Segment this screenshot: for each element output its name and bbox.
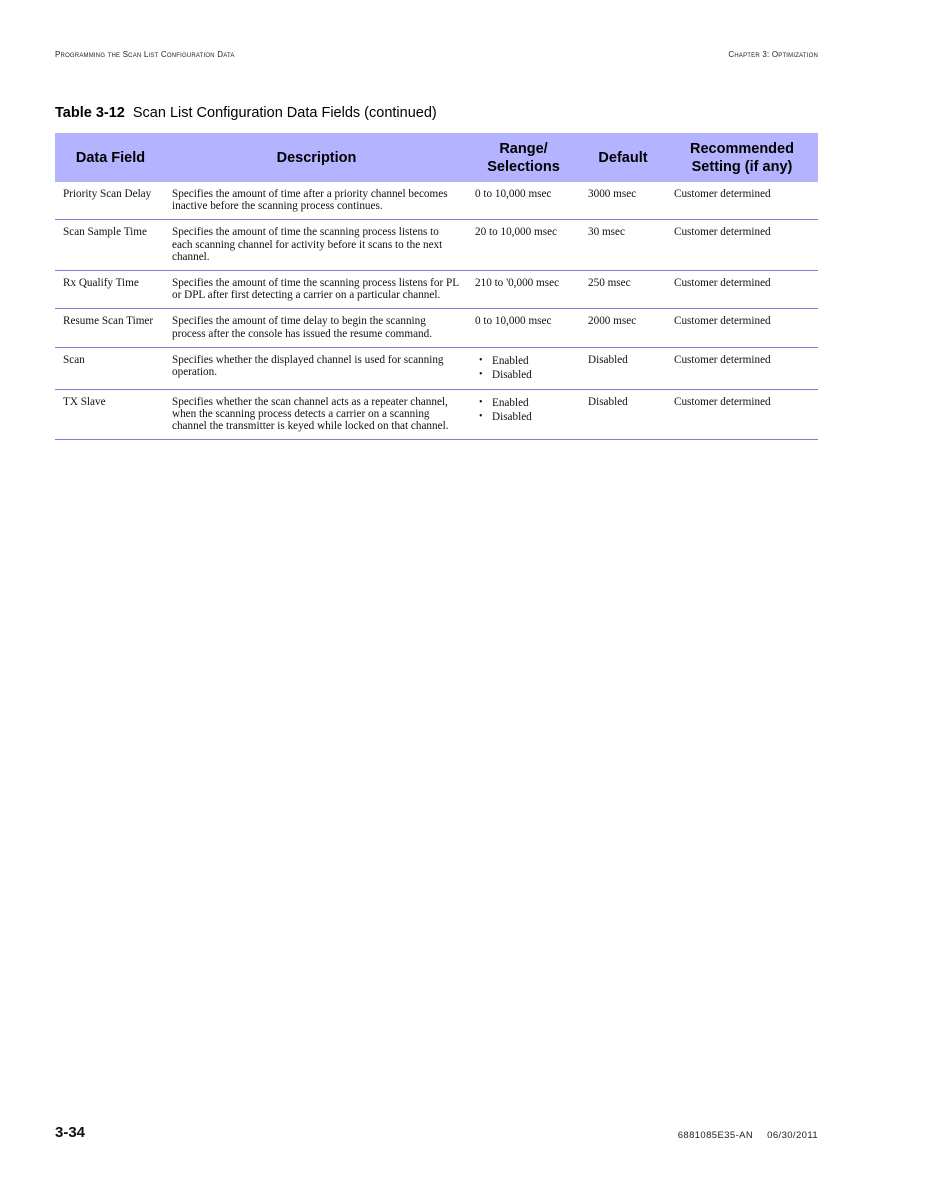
cell-description: Specifies the amount of time the scanning process listens to each scanning channel for activity before it scans to the next channel. bbox=[166, 220, 467, 271]
column-header-default: Default bbox=[580, 133, 666, 182]
document-number: 6881085E35-AN bbox=[677, 1130, 754, 1141]
table-title: Scan List Configuration Data Fields (continued) bbox=[132, 105, 437, 121]
cell-description: Specifies whether the scan channel acts as a repeater channel, when the scanning process detects a carrier on a scanning channel the transmitter is keyed while locked on that channel. bbox=[166, 389, 467, 440]
cell-description: Specifies the amount of time delay to begin the scanning process after the console has issued the resume command. bbox=[166, 309, 467, 347]
cell-default: Disabled bbox=[580, 347, 666, 389]
cell-description: Specifies whether the displayed channel is used for scanning operation. bbox=[166, 347, 467, 389]
cell-default: 250 msec bbox=[580, 271, 666, 309]
cell-data-field: Priority Scan Delay bbox=[55, 182, 166, 220]
cell-default: Disabled bbox=[580, 389, 666, 440]
cell-default: 2000 msec bbox=[580, 309, 666, 347]
cell-description: Specifies the amount of time after a priority channel becomes inactive before the scanning process continues. bbox=[166, 182, 467, 220]
column-header-recommended: Recommended Setting (if any) bbox=[666, 133, 818, 182]
selection-item: • Disabled bbox=[475, 368, 576, 382]
cell-range: 210 to '0,000 msec bbox=[467, 271, 580, 309]
cell-range: 0 to 10,000 msec bbox=[467, 182, 580, 220]
cell-range: 20 to 10,000 msec bbox=[467, 220, 580, 271]
cell-recommended: Customer determined bbox=[666, 220, 818, 271]
cell-recommended: Customer determined bbox=[666, 389, 818, 440]
cell-data-field: Rx Qualify Time bbox=[55, 271, 166, 309]
table-number: Table 3-12 bbox=[55, 105, 125, 121]
page-number: 3-34 bbox=[55, 1124, 86, 1141]
table-row bbox=[55, 347, 818, 389]
selection-item: • Enabled bbox=[475, 396, 576, 410]
cell-default: 3000 msec bbox=[580, 182, 666, 220]
cell-data-field: TX Slave bbox=[55, 389, 166, 440]
cell-recommended: Customer determined bbox=[666, 309, 818, 347]
document-date: 06/30/2011 bbox=[767, 1130, 818, 1141]
column-header-data-field: Data Field bbox=[55, 133, 166, 182]
running-header bbox=[55, 50, 818, 64]
selection-item: • Disabled bbox=[475, 410, 576, 424]
cell-default: 30 msec bbox=[580, 220, 666, 271]
cell-recommended: Customer determined bbox=[666, 347, 818, 389]
table-row bbox=[55, 389, 818, 440]
column-header-description: Description bbox=[166, 133, 467, 182]
cell-recommended: Customer determined bbox=[666, 271, 818, 309]
section-title: Programming the Scan List Configuration Data bbox=[55, 50, 235, 59]
selection-item: • Enabled bbox=[475, 354, 576, 368]
table-row bbox=[55, 271, 818, 309]
selection-list bbox=[475, 396, 576, 424]
column-header-range: Range/ Selections bbox=[467, 133, 580, 182]
table-caption bbox=[55, 105, 437, 121]
cell-data-field: Scan bbox=[55, 347, 166, 389]
table-row bbox=[55, 220, 818, 271]
table-header-row bbox=[55, 133, 818, 182]
cell-range bbox=[467, 347, 580, 389]
scan-list-config-table bbox=[55, 133, 818, 440]
selection-list bbox=[475, 354, 576, 382]
table-row bbox=[55, 309, 818, 347]
cell-data-field: Scan Sample Time bbox=[55, 220, 166, 271]
cell-description: Specifies the amount of time the scanning process listens for PL or DPL after first detecting a carrier on a particular channel. bbox=[166, 271, 467, 309]
cell-range bbox=[467, 389, 580, 440]
document-info bbox=[678, 1130, 818, 1141]
cell-recommended: Customer determined bbox=[666, 182, 818, 220]
cell-range: 0 to 10,000 msec bbox=[467, 309, 580, 347]
cell-data-field: Resume Scan Timer bbox=[55, 309, 166, 347]
chapter-title: Chapter 3: Optimization bbox=[728, 50, 818, 59]
table-row bbox=[55, 182, 818, 220]
